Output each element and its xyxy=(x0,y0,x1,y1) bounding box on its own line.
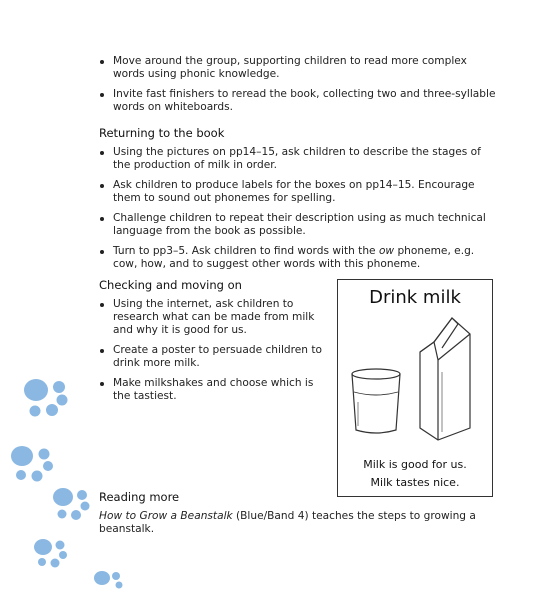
reading-more-text xyxy=(99,510,519,536)
milk-glass-icon xyxy=(352,369,400,433)
list-item: Challenge children to repeat their description using as much technical language from the book as possible. xyxy=(99,212,499,238)
paw-print-icon xyxy=(10,444,56,486)
section-heading-checking: Checking and moving on xyxy=(99,278,242,292)
phoneme-text-after: phoneme, e.g. cow, how, and to suggest other words with this phoneme. xyxy=(113,245,475,270)
paw-print-icon xyxy=(93,569,123,593)
section-heading-reading: Reading more xyxy=(99,490,180,504)
list-item: Make milkshakes and choose which is the tastiest. xyxy=(99,377,324,403)
list-item: Invite fast finishers to reread the book, collecting two and three-syllable words on whiteboards. xyxy=(99,88,499,114)
book-title: How to Grow a Beanstalk xyxy=(99,510,233,522)
drink-milk-poster xyxy=(337,279,493,497)
poster-slogan-2: Milk tastes nice. xyxy=(370,476,460,489)
checking-bullet-list xyxy=(99,298,324,410)
list-item: Using the internet, ask children to research what can be made from milk and why it is good for us. xyxy=(99,298,324,337)
section-heading-returning: Returning to the book xyxy=(99,126,225,140)
reading-description: (Blue/Band 4) teaches the steps to growing a beanstalk. xyxy=(99,510,476,535)
intro-bullet-list xyxy=(99,55,499,121)
paw-print-icon xyxy=(33,537,69,571)
list-item: Using the pictures on pp14–15, ask children to describe the stages of the production of milk in order. xyxy=(99,146,499,172)
list-item: Create a poster to persuade children to drink more milk. xyxy=(99,344,324,370)
poster-illustration xyxy=(346,312,484,450)
poster-title: Drink milk xyxy=(369,287,461,308)
list-item-phoneme xyxy=(99,245,499,271)
phoneme-italic: ow xyxy=(378,245,395,257)
list-item: Ask children to produce labels for the boxes on pp14–15. Encourage them to sound out phonemes for spelling. xyxy=(99,179,499,205)
list-item: Move around the group, supporting children to read more complex words using phonic knowledge. xyxy=(99,55,499,81)
milk-carton-icon xyxy=(420,318,470,440)
paw-print-icon xyxy=(52,486,92,524)
returning-bullet-list xyxy=(99,146,499,278)
poster-slogan-1: Milk is good for us. xyxy=(363,458,467,471)
paw-print-icon xyxy=(22,376,70,420)
phoneme-text-before: Turn to pp3–5. Ask children to find words with the xyxy=(113,245,379,257)
